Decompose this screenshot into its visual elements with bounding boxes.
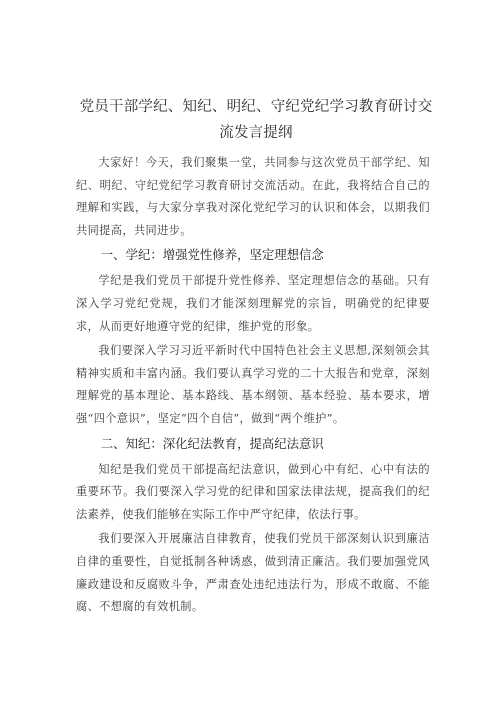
intro-paragraph: 大家好！今天，我们聚集一堂，共同参与这次党员干部学纪、知纪、明纪、守纪党纪学习教育研讨交流活动。在此，我将结合自己的理解和实践，与大家分享我对深化党纪学习的认识和体会，以期我们共同提高，共同进步。 — [76, 156, 430, 237]
section-2-heading: 二、知纪：深化纪法教育，提高纪法意识 — [100, 435, 324, 451]
section-2-paragraph-1: 知纪是我们党员干部提高纪法意识，做到心中有纪、心中有法的重要环节。我们要深入学习党的纪律和国家法律法规，提高我们的纪法素养，使我们能够在实际工作中严守纪律，依法行事。 — [76, 462, 430, 521]
section-1-heading: 一、学纪：增强党性修养，坚定理想信念 — [100, 247, 324, 263]
document-title: 党员干部学纪、知纪、明纪、守纪党纪学习教育研讨交流发言提纲 — [79, 99, 433, 141]
section-1-paragraph-2: 我们要深入学习习近平新时代中国特色社会主义思想,深刻领会其精神实质和丰富内涵。我们要认真学习党的二十大报告和党章，深刻理解党的基本理论、基本路线、基本纲领、基本经验、基本要求，增强“四个意识”，坚定“四个自信”，做到“两个维护”。 — [76, 344, 430, 425]
section-2-paragraph-2: 我们要深入开展廉洁自律教育，使我们党员干部深刻认识到廉洁自律的重要性，自觉抵制各种诱惑，做到清正廉洁。我们要加强党风廉政建设和反腐败斗争，严肃查处违纪违法行为，形成不敢腐、不能腐、不想腐的有效机制。 — [76, 532, 430, 614]
document-body — [76, 152, 430, 621]
section-1-paragraph-1: 学纪是我们党员干部提升党性修养、坚定理想信念的基础。只有深入学习党纪党规，我们才能深刻理解党的宗旨，明确党的纪律要求，从而更好地遵守党的纪律，维护党的形象。 — [76, 274, 430, 333]
